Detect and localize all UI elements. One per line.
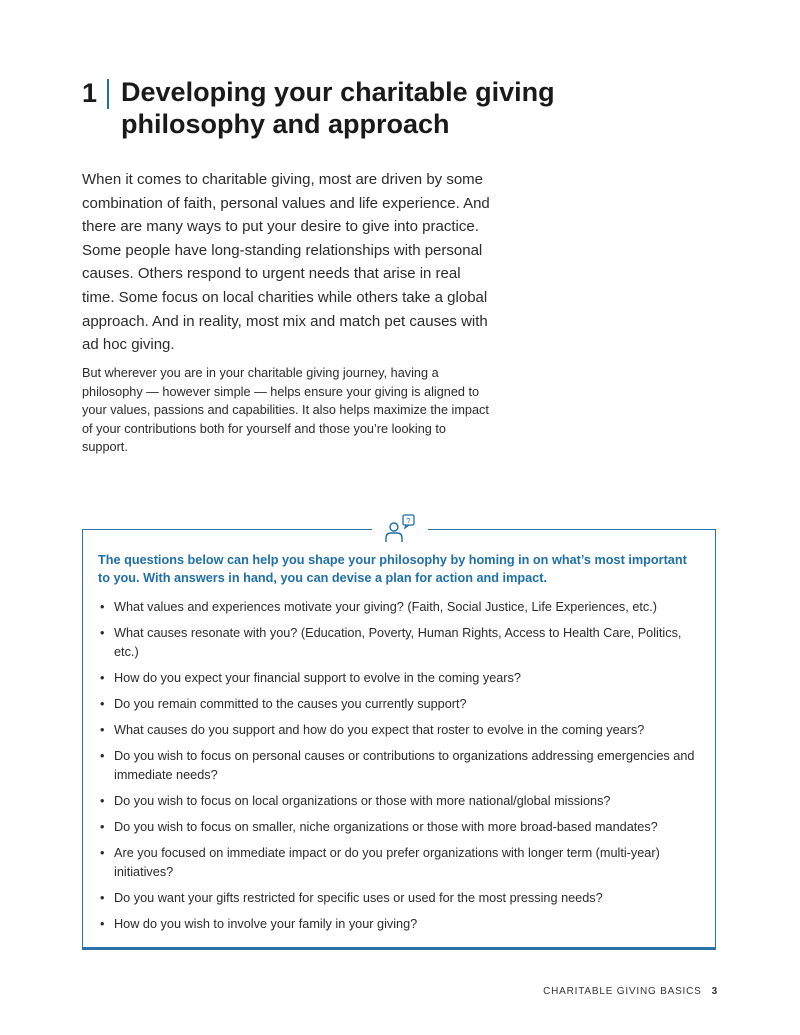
bullet: • [100,697,105,712]
list-item [98,598,702,616]
bullet: • [100,749,105,764]
list-item [98,889,702,907]
bullet: • [100,794,105,809]
question-text: Do you wish to focus on personal causes or contributions to organizations addressing emergencies and immediate needs? [114,749,695,782]
list-item [98,624,702,661]
lead-paragraph: When it comes to charitable giving, most are driven by some combination of faith, personal values and life experience. And there are many ways to put your desire to give into practice. Some people have long-standing relationships with personal causes. Others respond to urgent needs that arise in real time. Some focus on local charities while others take a global approach. And in reality, most mix and match pet causes with ad hoc giving. [82,171,490,354]
question-text: What causes resonate with you? (Education, Poverty, Human Rights, Access to Health Care, Politics, etc.) [114,626,682,659]
list-item [98,695,702,713]
bullet: • [100,820,105,835]
question-text: Do you wish to focus on local organizations or those with more national/global missions? [114,794,611,809]
question-text: Do you wish to focus on smaller, niche organizations or those with more broad-based mandates? [114,820,658,835]
callout-intro: The questions below can help you shape your philosophy by homing in on what’s most important to you. With answers in hand, you can devise a plan for action and impact. [98,553,687,586]
section-heading [82,76,722,140]
questions-list [98,598,702,941]
list-item [98,792,702,810]
heading-divider [107,79,109,109]
page-number: 3 [711,986,718,997]
list-item [98,844,702,881]
question-text: How do you wish to involve your family in your giving? [114,917,418,932]
bullet: • [100,600,105,614]
question-text: Do you want your gifts restricted for specific uses or used for the most pressing needs? [114,891,603,906]
page-footer [543,986,718,997]
list-item [98,818,702,836]
page-title: Developing your charitable giving philosophy and approach [121,77,555,139]
people-question-icon [380,512,420,548]
list-item [98,669,702,687]
list-item [98,747,702,784]
bullet: • [100,626,105,641]
bullet: • [100,846,105,861]
body-paragraph: But wherever you are in your charitable giving journey, having a philosophy — however simple — helps ensure your giving is aligned to your values, passions and capabilities. It also helps maximize the impact of your contributions both for yourself and those you’re looking to support. [82,366,489,455]
bullet: • [100,723,105,738]
section-number: 1 [82,78,98,108]
question-text: Do you remain committed to the causes you currently support? [114,697,467,712]
bullet: • [100,891,105,906]
question-text: What values and experiences motivate your giving? (Faith, Social Justice, Life Experiences, etc.) [114,600,658,614]
list-item [98,721,702,739]
list-item [98,915,702,933]
footer-section-label: CHARITABLE GIVING BASICS [543,986,702,997]
bullet: • [100,917,105,932]
bullet: • [100,670,105,685]
question-text: Are you focused on immediate impact or do you prefer organizations with longer term (multi-year) initiatives? [114,846,660,879]
svg-text:?: ? [406,516,411,525]
question-text: What causes do you support and how do you expect that roster to evolve in the coming years? [114,723,645,738]
question-text: How do you expect your financial support to evolve in the coming years? [114,670,521,685]
